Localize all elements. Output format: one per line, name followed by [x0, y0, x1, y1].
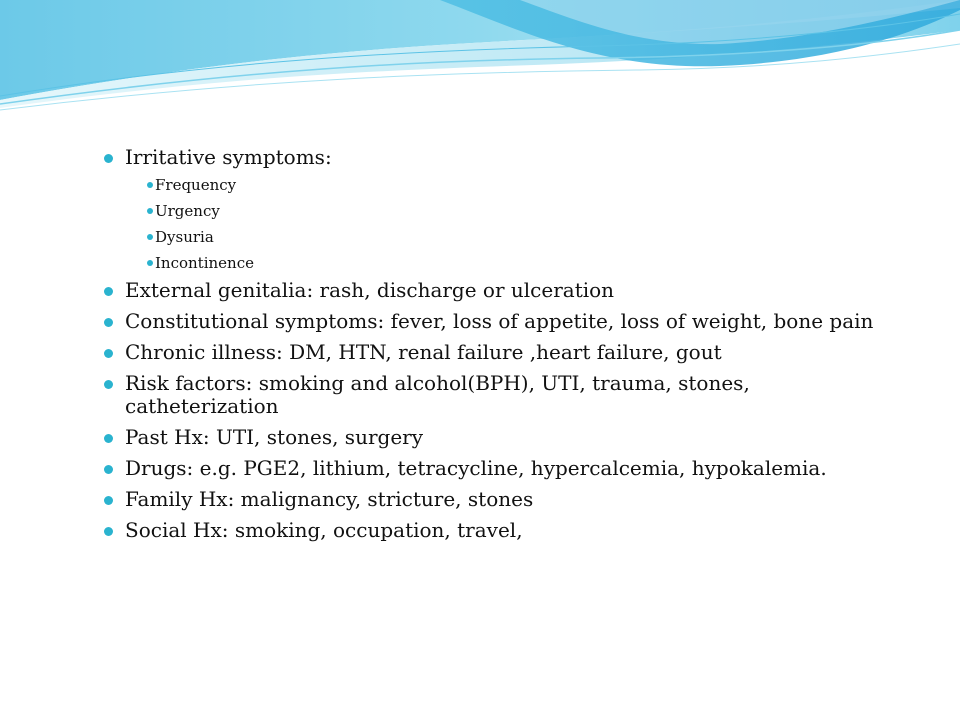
bullet-item — [104, 372, 904, 418]
bullet-text: Social Hx: smoking, occupation, travel, — [125, 518, 523, 542]
bullet-list — [104, 146, 904, 542]
slide-body — [104, 146, 904, 550]
bullet-dot-icon — [104, 349, 113, 358]
sub-bullet-text: Incontinence — [155, 254, 254, 272]
sub-bullet-dot-icon — [147, 260, 153, 266]
bullet-item — [104, 310, 904, 333]
bullet-dot-icon — [104, 380, 113, 389]
bullet-text: Irritative symptoms: — [125, 145, 332, 169]
bullet-text: External genitalia: rash, discharge or ulceration — [125, 278, 615, 302]
bullet-text: Family Hx: malignancy, stricture, stones — [125, 487, 534, 511]
bullet-dot-icon — [104, 496, 113, 505]
bullet-item — [104, 519, 904, 542]
sub-bullet-text: Dysuria — [155, 228, 214, 246]
bullet-dot-icon — [104, 465, 113, 474]
bullet-dot-icon — [104, 434, 113, 443]
bullet-text: Constitutional symptoms: fever, loss of appetite, loss of weight, bone pain — [125, 309, 874, 333]
bullet-item — [104, 341, 904, 364]
bullet-text: Past Hx: UTI, stones, surgery — [125, 425, 424, 449]
bullet-text: Risk factors: smoking and alcohol(BPH), UTI, trauma, stones, catheterization — [125, 371, 750, 418]
bullet-text: Chronic illness: DM, HTN, renal failure ,heart failure, gout — [125, 340, 722, 364]
sub-bullet-item — [125, 175, 904, 195]
bullet-dot-icon — [104, 527, 113, 536]
sub-bullet-dot-icon — [147, 234, 153, 240]
sub-bullet-item — [125, 201, 904, 221]
sub-bullet-item — [125, 227, 904, 247]
bullet-item — [104, 279, 904, 302]
sub-bullet-text: Frequency — [155, 176, 237, 194]
sub-bullet-item — [125, 253, 904, 273]
bullet-dot-icon — [104, 318, 113, 327]
bullet-item — [104, 457, 904, 480]
bullet-item — [104, 426, 904, 449]
sub-bullet-text: Urgency — [155, 202, 220, 220]
bullet-item — [104, 488, 904, 511]
sub-bullet-dot-icon — [147, 182, 153, 188]
sub-bullet-dot-icon — [147, 208, 153, 214]
bullet-item — [104, 146, 904, 273]
bullet-text: Drugs: e.g. PGE2, lithium, tetracycline, hypercalcemia, hypokalemia. — [125, 456, 827, 480]
header-wave-decoration — [0, 0, 960, 130]
bullet-dot-icon — [104, 287, 113, 296]
sub-bullet-list — [125, 175, 904, 273]
bullet-dot-icon — [104, 154, 113, 163]
